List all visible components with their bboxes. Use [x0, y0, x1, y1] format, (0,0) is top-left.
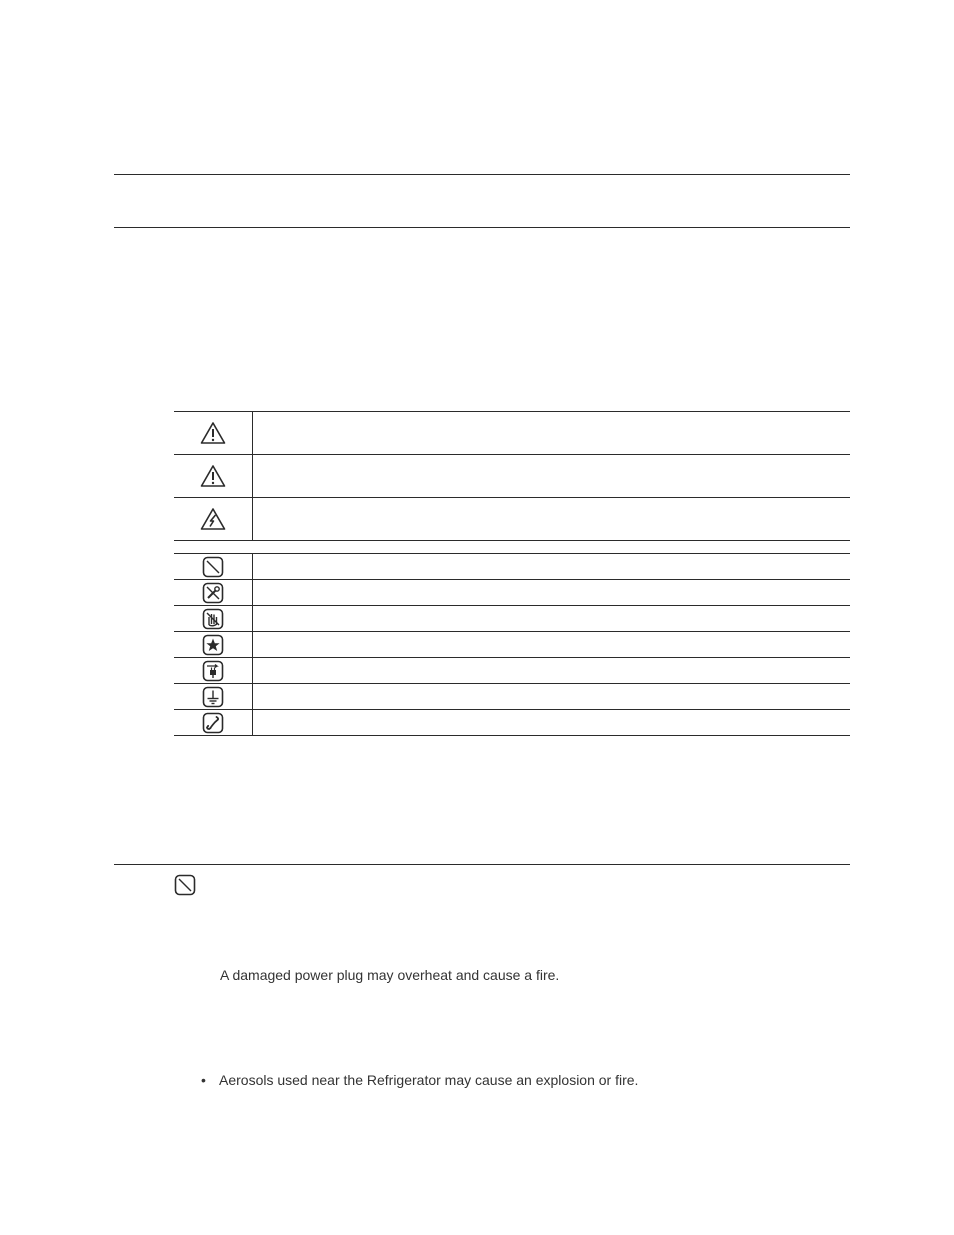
bullet: • [201, 1072, 206, 1088]
prohibited-icon [202, 556, 224, 578]
table-cell [253, 580, 851, 606]
table-cell [253, 412, 851, 455]
top-rule-2 [114, 227, 850, 228]
aerosol-note-text: Aerosols used near the Refrigerator may cause an explosion or fire. [219, 1072, 639, 1088]
contact-service-icon [202, 712, 224, 734]
table-row [174, 498, 850, 541]
table-row [174, 455, 850, 498]
warning-triangle-icon [200, 421, 226, 445]
caution-triangle-icon [200, 464, 226, 488]
prohibited-icon [174, 874, 196, 896]
table-cell [253, 455, 851, 498]
safety-symbols-table [174, 411, 850, 736]
table-row [174, 580, 850, 606]
table-row [174, 710, 850, 736]
unplug-icon [202, 660, 224, 682]
table-row [174, 606, 850, 632]
top-rule-1 [114, 174, 850, 175]
section-rule [114, 864, 850, 865]
table-cell [253, 658, 851, 684]
table-cell [253, 606, 851, 632]
table-row [174, 632, 850, 658]
ground-icon [202, 686, 224, 708]
table-cell [253, 498, 851, 541]
table-cell [253, 710, 851, 736]
table-cell [253, 554, 851, 580]
table-cell [253, 632, 851, 658]
follow-instructions-icon [202, 634, 224, 656]
table-row [174, 684, 850, 710]
plug-note: A damaged power plug may overheat and cause a fire. [220, 967, 560, 983]
table-row [174, 658, 850, 684]
table-row [174, 541, 850, 554]
table-row [174, 554, 850, 580]
table-cell [253, 684, 851, 710]
table-row [174, 412, 850, 455]
no-disassembly-icon [202, 582, 224, 604]
aerosol-note [201, 1072, 638, 1088]
do-not-touch-icon [202, 608, 224, 630]
electric-shock-triangle-icon [200, 507, 226, 531]
